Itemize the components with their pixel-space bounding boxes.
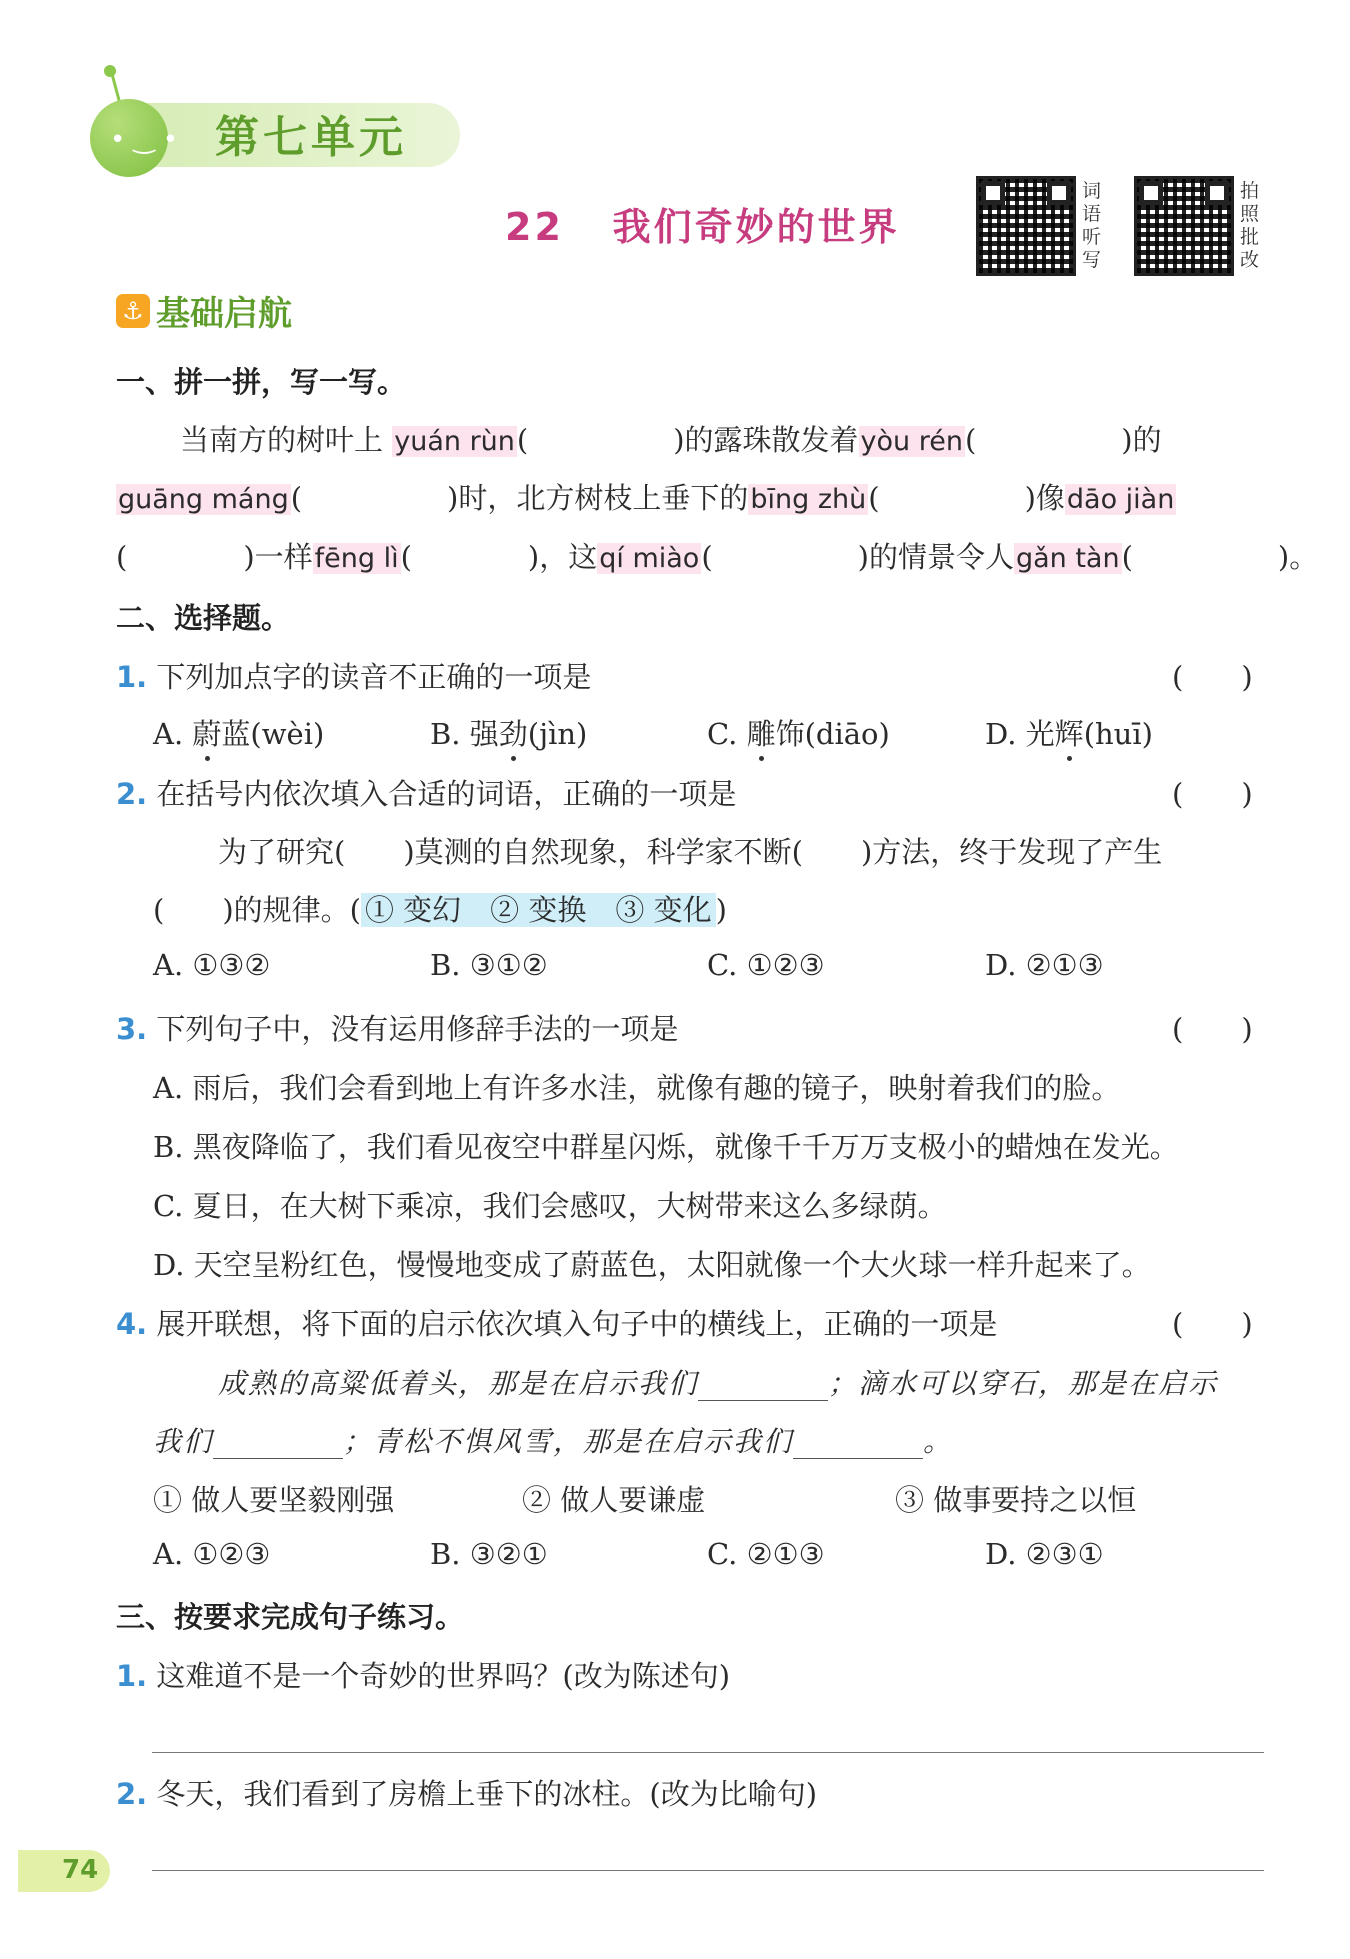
question-number: 1.	[116, 1659, 148, 1693]
antenna-decoration	[110, 73, 120, 101]
lesson-title	[505, 196, 900, 251]
fill-blank[interactable]	[698, 1367, 828, 1401]
dotted-char: 雕	[746, 717, 776, 751]
unit-banner	[90, 95, 470, 173]
option-text: (jìn)	[527, 717, 588, 751]
question-number: 2.	[116, 777, 148, 811]
question-text: 这难道不是一个奇妙的世界吗？(改为陈述句)	[156, 1659, 731, 1693]
fill-blank[interactable]	[213, 1425, 343, 1459]
question-4-passage-line1	[218, 1362, 1218, 1402]
text: ；滴水可以穿石，那是在启示	[828, 1367, 1219, 1400]
option-c[interactable]: C. ②①③	[707, 1537, 825, 1571]
qr-label-char: 改	[1240, 249, 1260, 271]
lesson-name: 我们奇妙的世界	[612, 205, 900, 249]
answer-paren[interactable]: ( )一样	[116, 540, 313, 574]
question-text: 在括号内依次填入合适的词语，正确的一项是	[156, 777, 737, 811]
question-number: 1.	[116, 660, 148, 694]
anchor-icon: ⚓	[116, 294, 150, 328]
option-b[interactable]	[430, 712, 587, 753]
question-2-passage-line2	[153, 888, 727, 929]
option-a[interactable]: A. ①③②	[153, 948, 271, 982]
qr-code-dictation-icon[interactable]	[976, 176, 1076, 276]
qr-label-char: 照	[1240, 203, 1260, 225]
part1-line3	[116, 535, 1318, 576]
qr-code-photo-grading-icon[interactable]	[1134, 176, 1234, 276]
answer-paren[interactable]: ( )	[1172, 1012, 1253, 1046]
answer-paren[interactable]: ( )的	[964, 423, 1162, 457]
answer-paren[interactable]: ( )，这	[400, 540, 598, 574]
qr-label-char: 拍	[1240, 180, 1260, 202]
answer-paren[interactable]: ( )	[1172, 1307, 1253, 1341]
option-letter: D.	[985, 717, 1017, 751]
question-2	[116, 772, 736, 813]
option-letter: A.	[153, 717, 184, 751]
question-3	[116, 1007, 678, 1048]
section-title: 基础启航	[156, 294, 292, 334]
option-a[interactable]	[153, 712, 324, 753]
text: ( )的规律。(	[153, 893, 361, 927]
option-c[interactable]	[707, 712, 890, 753]
hint-1: ① 做人要坚毅刚强	[153, 1483, 395, 1517]
question-number: 3.	[116, 1012, 148, 1046]
pinyin-label: fēng lì	[314, 543, 399, 574]
pinyin-label: guāng máng	[118, 484, 289, 515]
pinyin-label: gǎn tàn	[1015, 543, 1120, 574]
qr-label-char: 写	[1082, 249, 1102, 271]
antenna-tip-decoration	[104, 65, 116, 77]
part3-heading: 三、按要求完成句子练习。	[116, 1600, 465, 1634]
option-letter: C.	[707, 717, 738, 751]
part1-line1	[180, 418, 1162, 459]
answer-paren[interactable]: ( )	[1172, 777, 1253, 811]
pinyin-label: yuán rùn	[394, 426, 515, 457]
option-c[interactable]: C. ①②③	[707, 948, 825, 982]
answer-paren[interactable]: ( )像	[868, 481, 1065, 515]
option-b[interactable]: B. ③②①	[430, 1537, 548, 1571]
part1-line2	[116, 476, 1176, 517]
unit-title: 第七单元	[215, 112, 407, 163]
question-text: 下列加点字的读音不正确的一项是	[156, 660, 592, 694]
part2-heading: 二、选择题。	[116, 601, 291, 635]
option-text: 饰(diāo)	[775, 717, 890, 751]
answer-paren[interactable]: ( )。	[1121, 540, 1319, 574]
page-number: 74	[62, 1855, 99, 1885]
question-2-passage-line1: 为了研究( )莫测的自然现象，科学家不断( )方法，终于发现了产生	[218, 835, 1163, 869]
answer-line[interactable]	[152, 1752, 1264, 1753]
question-text: 冬天，我们看到了房檐上垂下的冰柱。(改为比喻句)	[156, 1777, 818, 1811]
part1-heading: 一、拼一拼，写一写。	[116, 365, 407, 399]
option-b[interactable]: B. ③①②	[430, 948, 548, 982]
qr-label-char: 批	[1240, 226, 1260, 248]
qr-label-photo-grading	[1240, 180, 1262, 272]
answer-paren[interactable]: ( )的情景令人	[701, 540, 1014, 574]
question-text: 下列句子中，没有运用修辞手法的一项是	[156, 1012, 679, 1046]
pinyin-label: qí miào	[599, 543, 700, 574]
lesson-number: 22	[505, 205, 564, 249]
mascot-face-icon: • ‿ •	[110, 125, 179, 155]
text: )	[715, 893, 727, 927]
fill-blank[interactable]	[793, 1425, 923, 1459]
qr-label-char: 语	[1082, 203, 1102, 225]
qr-label-char: 听	[1082, 226, 1102, 248]
option-text: (huī)	[1083, 717, 1153, 751]
option-text: 蓝(wèi)	[221, 717, 325, 751]
option-text: 强	[469, 717, 499, 751]
pinyin-label: bīng zhù	[750, 484, 867, 515]
option-a[interactable]: A. ①②③	[153, 1537, 271, 1571]
question-1	[116, 655, 591, 696]
option-c[interactable]: C. 夏日，在大树下乘凉，我们会感叹，大树带来这么多绿荫。	[153, 1189, 947, 1223]
exercise-1	[116, 1654, 730, 1695]
hint-2: ② 做人要谦虚	[522, 1483, 706, 1517]
option-a[interactable]: A. 雨后，我们会看到地上有许多水洼，就像有趣的镜子，映射着我们的脸。	[153, 1071, 1121, 1105]
answer-paren[interactable]: ( )时，北方树枝上垂下的	[290, 481, 749, 515]
text: 成熟的高粱低着头，那是在启示我们	[218, 1367, 699, 1400]
option-text: 光	[1025, 717, 1055, 751]
pinyin-label: dāo jiàn	[1066, 484, 1175, 515]
question-text: 展开联想，将下面的启示依次填入句子中的横线上，正确的一项是	[156, 1307, 998, 1341]
answer-line[interactable]	[152, 1870, 1264, 1871]
text: 我们	[153, 1425, 214, 1458]
qr-label-char: 词	[1082, 180, 1102, 202]
question-4-passage-line2	[153, 1420, 953, 1460]
option-d[interactable]	[985, 712, 1153, 753]
text: ；青松不惧风雪，那是在启示我们	[343, 1425, 794, 1458]
option-b[interactable]: B. 黑夜降临了，我们看见夜空中群星闪烁，就像千千万万支极小的蜡烛在发光。	[153, 1130, 1179, 1164]
dotted-char: 劲	[498, 717, 528, 751]
text: 当南方的树叶上	[180, 423, 384, 457]
word-choices: ① 变幻 ② 变换 ③ 变化	[361, 893, 716, 927]
question-number: 4.	[116, 1307, 148, 1341]
dotted-char: 蔚	[192, 717, 222, 751]
question-4	[116, 1302, 997, 1343]
answer-paren[interactable]: ( )	[1172, 660, 1253, 694]
text: 。	[923, 1425, 954, 1458]
pinyin-label: yòu rén	[860, 426, 963, 457]
option-d[interactable]: D. ②①③	[985, 948, 1104, 982]
option-d[interactable]: D. 天空呈粉红色，慢慢地变成了蔚蓝色，太阳就像一个大火球一样升起来了。	[153, 1248, 1151, 1282]
exercise-2	[116, 1772, 817, 1813]
answer-paren[interactable]: ( )的露珠散发着	[516, 423, 859, 457]
option-d[interactable]: D. ②③①	[985, 1537, 1104, 1571]
dotted-char: 辉	[1054, 717, 1084, 751]
option-letter: B.	[430, 717, 461, 751]
hint-3: ③ 做事要持之以恒	[895, 1483, 1137, 1517]
question-number: 2.	[116, 1777, 148, 1811]
qr-label-dictation	[1082, 180, 1104, 272]
